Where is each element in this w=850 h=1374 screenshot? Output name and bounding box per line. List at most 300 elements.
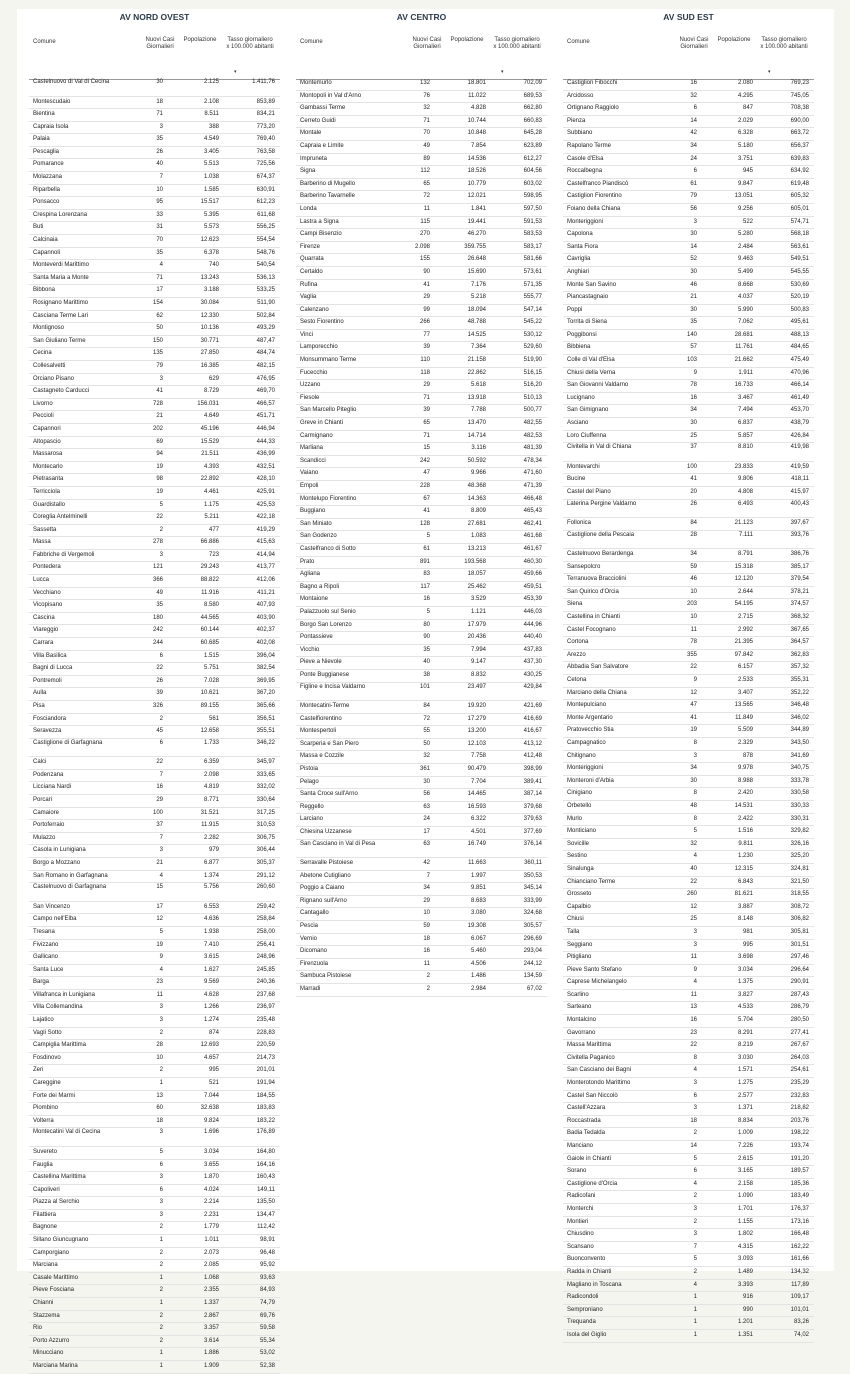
cell-comune: Talla	[567, 928, 580, 935]
cell-tasso: 660,83	[523, 117, 542, 124]
table-row	[29, 914, 280, 927]
cell-comune: Bucine	[567, 476, 586, 483]
cell-tasso: 540,54	[256, 262, 275, 269]
cell-tasso: 378,21	[790, 588, 809, 595]
cell-popolazione: 50.592	[467, 457, 486, 464]
cell-nuovi-casi: 3	[159, 123, 163, 130]
cell-tasso: 415,63	[256, 539, 275, 546]
cell-popolazione: 7.758	[470, 753, 486, 760]
cell-popolazione: 10.744	[467, 117, 486, 124]
cell-popolazione: 45.196	[200, 425, 219, 432]
cell-popolazione: 1.696	[203, 1129, 219, 1136]
cell-comune: Castiglione della Pescaia	[567, 531, 635, 538]
cell-tasso: 432,51	[256, 463, 275, 470]
cell-popolazione: 1.627	[203, 966, 219, 973]
cell-popolazione: 2.073	[203, 1249, 219, 1256]
cell-tasso: 634,92	[790, 168, 809, 175]
table-row	[29, 651, 280, 664]
table-row	[29, 374, 280, 387]
cell-comune: Scarlino	[567, 991, 589, 998]
cell-comune: Castiglion Fibocchi	[567, 80, 618, 86]
cell-nuovi-casi: 16	[690, 1017, 697, 1024]
cell-tasso: 326,16	[790, 840, 809, 847]
cell-popolazione: 5.618	[470, 382, 486, 389]
cell-tasso: 198,22	[790, 1130, 809, 1137]
cell-comune: Capannoli	[33, 249, 61, 256]
table-row	[563, 1128, 814, 1141]
cell-tasso: 421,69	[523, 703, 542, 709]
cell-popolazione: 29.243	[200, 564, 219, 571]
cell-nuovi-casi: 14	[690, 1143, 697, 1149]
cell-tasso: 258,84	[256, 916, 275, 923]
cell-tasso: 183,83	[256, 1105, 275, 1112]
cell-comune: Pitigliano	[567, 954, 592, 961]
cell-comune: Castel Focognano	[567, 626, 616, 633]
cell-comune: Chitignano	[567, 752, 596, 759]
cell-nuovi-casi: 5	[693, 1256, 697, 1263]
cell-popolazione: 6.493	[737, 500, 753, 507]
cell-comune: Chiesina Uzzanese	[300, 828, 352, 835]
header-tasso[interactable]: Tasso giornaliero x 100.000 abitanti	[493, 37, 541, 50]
cell-tasso: 460,30	[523, 558, 542, 565]
table-row	[296, 777, 547, 790]
table-row	[563, 1204, 814, 1217]
cell-tasso: 674,37	[256, 174, 275, 181]
cell-comune: San Marcello Piteglio	[300, 407, 357, 414]
cell-comune: Colle di Val d'Elsa	[567, 357, 615, 364]
cell-tasso: 574,71	[790, 218, 809, 225]
cell-comune: Montieri	[567, 1218, 589, 1225]
cell-nuovi-casi: 42	[690, 130, 697, 137]
table-row	[563, 1154, 814, 1167]
cell-popolazione: 1.516	[737, 828, 753, 835]
cell-popolazione: 5.751	[203, 665, 219, 672]
cell-tasso: 530,12	[523, 331, 542, 338]
table-row	[563, 574, 814, 587]
cell-popolazione: 31.521	[200, 809, 219, 816]
cell-popolazione: 388	[208, 123, 219, 130]
cell-nuovi-casi: 128	[419, 520, 430, 527]
cell-nuovi-casi: 32	[690, 840, 697, 847]
cell-popolazione: 18.526	[467, 168, 486, 175]
cell-popolazione: 16.749	[467, 840, 486, 847]
header-nuovi-casi: Nuovi Casi Giornalieri	[679, 37, 709, 50]
cell-tasso: 306,44	[256, 847, 275, 854]
cell-nuovi-casi: 3	[693, 1231, 697, 1238]
cell-popolazione: 27.681	[467, 520, 486, 527]
table-row	[563, 801, 814, 814]
cell-popolazione: 4.295	[737, 92, 753, 99]
cell-comune: Siena	[567, 601, 583, 608]
table-row	[563, 1166, 814, 1179]
table-row	[29, 185, 280, 198]
cell-tasso: 403,90	[256, 614, 275, 621]
cell-tasso: 287,43	[790, 991, 809, 998]
cell-tasso: 428,10	[256, 476, 275, 483]
cell-popolazione: 13.051	[734, 193, 753, 200]
cell-nuovi-casi: 30	[690, 231, 697, 238]
table-row	[296, 582, 547, 595]
cell-comune: Monsummano Terme	[300, 357, 357, 364]
cell-nuovi-casi: 2	[426, 973, 430, 980]
cell-tasso: 191,94	[256, 1080, 275, 1087]
cell-tasso: 305,37	[256, 860, 275, 867]
cell-popolazione: 6.843	[737, 878, 753, 885]
cell-nuovi-casi: 100	[686, 463, 697, 470]
cell-nuovi-casi: 10	[690, 588, 697, 595]
cell-nuovi-casi: 135	[152, 350, 163, 357]
cell-popolazione: 23.497	[467, 683, 486, 690]
table-row	[563, 393, 814, 406]
cell-popolazione: 11.916	[201, 589, 219, 596]
sort-desc-icon[interactable]: ▾	[501, 69, 504, 75]
cell-tasso: 254,61	[790, 1067, 809, 1074]
cell-tasso: 639,83	[790, 155, 809, 162]
cell-tasso: 333,99	[523, 897, 542, 904]
cell-comune: San Quirico d'Orcia	[567, 588, 619, 595]
cell-comune: Ponte Buggianese	[300, 671, 350, 678]
cell-popolazione: 20.436	[467, 634, 486, 641]
table-row	[29, 78, 280, 97]
cell-nuovi-casi: 3	[159, 1004, 163, 1011]
cell-popolazione: 10.779	[467, 180, 486, 187]
cell-popolazione: 9.147	[470, 659, 486, 666]
cell-comune: Dicomano	[300, 948, 328, 955]
cell-nuovi-casi: 2	[159, 1325, 163, 1332]
header-tasso[interactable]: Tasso giornaliero x 100.000 abitanti	[226, 37, 274, 50]
cell-comune: Sesto Fiorentino	[300, 319, 344, 326]
cell-nuovi-casi: 2	[693, 1193, 697, 1200]
table-row	[296, 280, 547, 293]
cell-comune: Fabbriche di Vergemoli	[33, 551, 95, 558]
table-row	[296, 481, 547, 494]
table-row	[29, 537, 280, 550]
cell-nuovi-casi: 50	[156, 325, 163, 332]
cell-nuovi-casi: 180	[152, 614, 163, 621]
cell-popolazione: 1.938	[203, 928, 219, 935]
cell-popolazione: 1.274	[203, 1017, 219, 1024]
cell-comune: Firenzuola	[300, 960, 329, 967]
header-tasso[interactable]: Tasso giornaliero x 100.000 abitanti	[760, 37, 808, 50]
cell-nuovi-casi: 40	[690, 865, 697, 872]
table-row	[29, 323, 280, 336]
cell-tasso: 568,18	[790, 231, 809, 238]
cell-nuovi-casi: 79	[156, 362, 163, 369]
cell-comune: Casale Marittimo	[33, 1274, 79, 1281]
cell-nuovi-casi: 8	[693, 790, 697, 797]
sort-desc-icon[interactable]: ▾	[234, 69, 237, 75]
cell-tasso: 310,53	[256, 822, 275, 829]
cell-nuovi-casi: 16	[690, 394, 697, 401]
cell-popolazione: 995	[742, 941, 753, 948]
cell-comune: Santa Croce sull'Arno	[300, 791, 358, 798]
cell-nuovi-casi: 48	[690, 802, 697, 809]
cell-comune: Abetone Cutigliano	[300, 872, 351, 879]
table-row	[563, 700, 814, 713]
cell-comune: Lastra a Signa	[300, 218, 339, 225]
table-row	[29, 424, 280, 437]
table-row	[563, 675, 814, 688]
cell-nuovi-casi: 13	[690, 1004, 697, 1011]
cell-popolazione: 30.084	[200, 300, 219, 306]
cell-nuovi-casi: 61	[690, 180, 697, 187]
table-row	[563, 1330, 814, 1343]
cell-tasso: 341,69	[790, 752, 809, 759]
cell-nuovi-casi: 3	[693, 928, 697, 935]
cell-comune: Capraia e Limite	[300, 142, 344, 149]
cell-comune: Massa	[33, 539, 51, 546]
cell-comune: Vinci	[300, 331, 313, 338]
header-popolazione: Popolazione	[717, 37, 751, 43]
cell-tasso: 555,77	[523, 294, 542, 301]
cell-tasso: 554,54	[256, 237, 275, 244]
cell-tasso: 516,20	[523, 382, 542, 389]
cell-nuovi-casi: 28	[690, 531, 697, 538]
table-row	[29, 500, 280, 513]
table-row	[563, 738, 814, 751]
table-row	[29, 512, 280, 525]
cell-comune: Massarosa	[33, 451, 63, 458]
cell-tasso: 235,29	[790, 1080, 809, 1087]
cell-comune: Castel del Piano	[567, 488, 611, 495]
cell-tasso: 398,99	[523, 765, 542, 772]
cell-nuovi-casi: 56	[690, 205, 697, 212]
cell-comune: Prato	[300, 558, 315, 565]
cell-tasso: 220,59	[256, 1042, 275, 1049]
table-row	[29, 1015, 280, 1028]
cell-comune: Loro Ciuffenna	[567, 432, 607, 439]
cell-comune: Roccalbegna	[567, 168, 603, 175]
cell-popolazione: 2.098	[203, 771, 219, 778]
cell-comune: Vaglia	[300, 294, 317, 301]
cell-tasso: 430,25	[523, 671, 542, 678]
cell-comune: Monterchi	[567, 1205, 594, 1212]
cell-tasso: 461,68	[523, 533, 542, 540]
cell-popolazione: 2.029	[737, 117, 753, 124]
cell-tasso: 500,83	[790, 306, 809, 313]
cell-comune: Pescia	[300, 923, 319, 929]
cell-popolazione: 8.771	[203, 797, 219, 804]
cell-nuovi-casi: 41	[423, 508, 430, 515]
table-row	[296, 191, 547, 204]
cell-nuovi-casi: 9	[693, 677, 697, 684]
cell-nuovi-casi: 41	[423, 281, 430, 288]
cell-popolazione: 9.851	[470, 885, 486, 892]
cell-nuovi-casi: 39	[156, 690, 163, 697]
table-row	[29, 449, 280, 462]
cell-comune: Pienza	[567, 117, 586, 124]
cell-comune: Fauglia	[33, 1161, 53, 1168]
cell-popolazione: 2.214	[203, 1199, 219, 1206]
cell-comune: Fiesole	[300, 394, 320, 401]
cell-tasso: 377,69	[523, 828, 542, 835]
table-row	[563, 990, 814, 1003]
cell-popolazione: 3.165	[737, 1168, 753, 1175]
sort-desc-icon[interactable]: ▾	[768, 69, 771, 75]
cell-popolazione: 3.827	[737, 991, 753, 998]
cell-tasso: 563,61	[790, 243, 809, 250]
cell-comune: San Romano in Garfagnana	[33, 872, 108, 879]
cell-nuovi-casi: 39	[423, 344, 430, 351]
cell-popolazione: 1.009	[737, 1130, 753, 1137]
cell-tasso: 350,53	[523, 872, 542, 879]
cell-comune: Castelnuovo Berardenga	[567, 551, 634, 558]
table-row	[563, 839, 814, 852]
table-row	[563, 637, 814, 650]
cell-comune: Rosignano Marittimo	[33, 300, 89, 306]
cell-tasso: 425,53	[256, 501, 275, 508]
table-row	[563, 355, 814, 368]
cell-popolazione: 17.279	[467, 715, 486, 722]
cell-nuovi-casi: 5	[693, 1155, 697, 1162]
cell-tasso: 346,48	[790, 702, 809, 709]
cell-popolazione: 9.978	[737, 765, 753, 772]
table-row	[296, 883, 547, 896]
cell-popolazione: 1.068	[203, 1274, 219, 1281]
table-row	[563, 330, 814, 343]
cell-tasso: 530,69	[790, 281, 809, 288]
cell-popolazione: 13.200	[467, 728, 486, 735]
cell-nuovi-casi: 5	[693, 828, 697, 835]
cell-comune: Pietrasanta	[33, 476, 64, 483]
table-row	[563, 305, 814, 318]
cell-popolazione: 30.771	[200, 337, 219, 344]
table-row	[563, 977, 814, 990]
cell-comune: Tresana	[33, 928, 55, 935]
table-row	[563, 965, 814, 978]
cell-tasso: 413,77	[256, 564, 275, 571]
cell-nuovi-casi: 6	[159, 1161, 163, 1168]
cell-comune: Calenzano	[300, 306, 329, 313]
cell-popolazione: 9.847	[737, 180, 753, 187]
cell-popolazione: 46.270	[467, 231, 486, 238]
cell-tasso: 293,04	[523, 948, 542, 955]
cell-comune: Pisa	[33, 703, 45, 709]
cell-nuovi-casi: 4	[159, 872, 163, 879]
cell-tasso: 645,28	[523, 130, 542, 137]
cell-comune: Bientina	[33, 111, 55, 118]
table-row	[296, 128, 547, 141]
cell-tasso: 482,53	[523, 432, 542, 439]
cell-tasso: 183,22	[256, 1117, 275, 1124]
cell-nuovi-casi: 5	[426, 533, 430, 540]
cell-tasso: 581,66	[523, 256, 542, 263]
cell-popolazione: 2.158	[737, 1180, 753, 1187]
cell-comune: Poppi	[567, 306, 583, 313]
cell-nuovi-casi: 67	[423, 495, 430, 502]
cell-popolazione: 723	[208, 551, 219, 558]
cell-popolazione: 4.828	[470, 105, 486, 112]
cell-popolazione: 6.378	[203, 249, 219, 256]
cell-tasso: 425,91	[256, 488, 275, 495]
cell-nuovi-casi: 1	[693, 1306, 697, 1313]
cell-comune: Greve in Chianti	[300, 420, 344, 427]
cell-comune: Civitella Paganico	[567, 1054, 615, 1061]
cell-popolazione: 2.577	[737, 1092, 753, 1099]
cell-nuovi-casi: 45	[156, 728, 163, 735]
cell-comune: Monteroni d'Arbia	[567, 777, 614, 784]
cell-popolazione: 19.920	[467, 703, 486, 709]
cell-popolazione: 10.621	[200, 690, 219, 697]
cell-comune: Vecchiano	[33, 589, 61, 596]
table-row	[563, 1040, 814, 1053]
cell-tasso: 511,90	[257, 300, 275, 306]
cell-tasso: 556,25	[256, 224, 275, 231]
cell-nuovi-casi: 84	[690, 520, 697, 526]
table-row	[296, 557, 547, 570]
cell-comune: Radda in Chianti	[567, 1268, 612, 1275]
cell-tasso: 459,51	[523, 583, 542, 590]
cell-comune: Calci	[33, 759, 47, 766]
cell-nuovi-casi: 15	[423, 445, 430, 452]
cell-nuovi-casi: 11	[423, 205, 430, 212]
cell-popolazione: 2.108	[203, 98, 219, 105]
cell-nuovi-casi: 3	[159, 1174, 163, 1181]
cell-popolazione: 12.330	[200, 312, 219, 319]
cell-nuovi-casi: 6	[693, 1092, 697, 1099]
cell-popolazione: 11.761	[735, 344, 753, 351]
cell-popolazione: 3.467	[737, 394, 753, 401]
table-row	[29, 298, 280, 311]
cell-comune: Filattiera	[33, 1211, 57, 1218]
table-row	[29, 990, 280, 1003]
cell-tasso: 280,50	[790, 1017, 809, 1024]
cell-nuovi-casi: 63	[423, 803, 430, 810]
cell-tasso: 466,14	[790, 382, 809, 389]
header-popolazione: Popolazione	[183, 37, 217, 43]
cell-comune: Fivizzano	[33, 941, 59, 948]
cell-popolazione: 2.867	[203, 1312, 219, 1319]
cell-comune: Arezzo	[567, 651, 586, 658]
cell-nuovi-casi: 2	[159, 1337, 163, 1344]
cell-tasso: 725,56	[256, 161, 275, 168]
table-row	[29, 235, 280, 248]
table-row	[29, 386, 280, 399]
cell-tasso: 356,51	[256, 715, 275, 722]
table-row	[563, 431, 814, 444]
table-row	[29, 437, 280, 450]
cell-tasso: 446,03	[523, 608, 542, 615]
cell-tasso: 161,66	[790, 1256, 809, 1263]
cell-nuovi-casi: 326	[152, 703, 163, 709]
cell-popolazione: 3.751	[737, 155, 753, 162]
cell-tasso: 321,50	[790, 878, 809, 885]
cell-comune: Sovicille	[567, 840, 590, 847]
cell-popolazione: 1.585	[203, 186, 219, 193]
table-row	[296, 971, 547, 984]
cell-tasso: 444,96	[523, 621, 542, 628]
cell-nuovi-casi: 891	[419, 558, 430, 565]
cell-nuovi-casi: 7	[159, 834, 163, 841]
cell-popolazione: 3.034	[737, 966, 753, 973]
cell-comune: Zeri	[33, 1067, 44, 1074]
cell-comune: Gambassi Terme	[300, 105, 346, 112]
cell-popolazione: 7.226	[737, 1143, 753, 1149]
cell-nuovi-casi: 8	[693, 1054, 697, 1061]
cell-comune: Campagnatico	[567, 740, 606, 746]
cell-tasso: 387,14	[523, 791, 542, 798]
cell-tasso: 422,18	[256, 514, 275, 521]
table-row	[29, 638, 280, 651]
column-title: AV SUD EST	[663, 12, 714, 22]
cell-nuovi-casi: 7	[426, 872, 430, 879]
cell-nuovi-casi: 15	[156, 884, 163, 891]
cell-nuovi-casi: 3	[159, 847, 163, 854]
cell-popolazione: 1.701	[737, 1205, 753, 1212]
cell-comune: Cecina	[33, 350, 52, 357]
cell-tasso: 149,11	[257, 1186, 275, 1193]
table-header	[563, 37, 814, 77]
